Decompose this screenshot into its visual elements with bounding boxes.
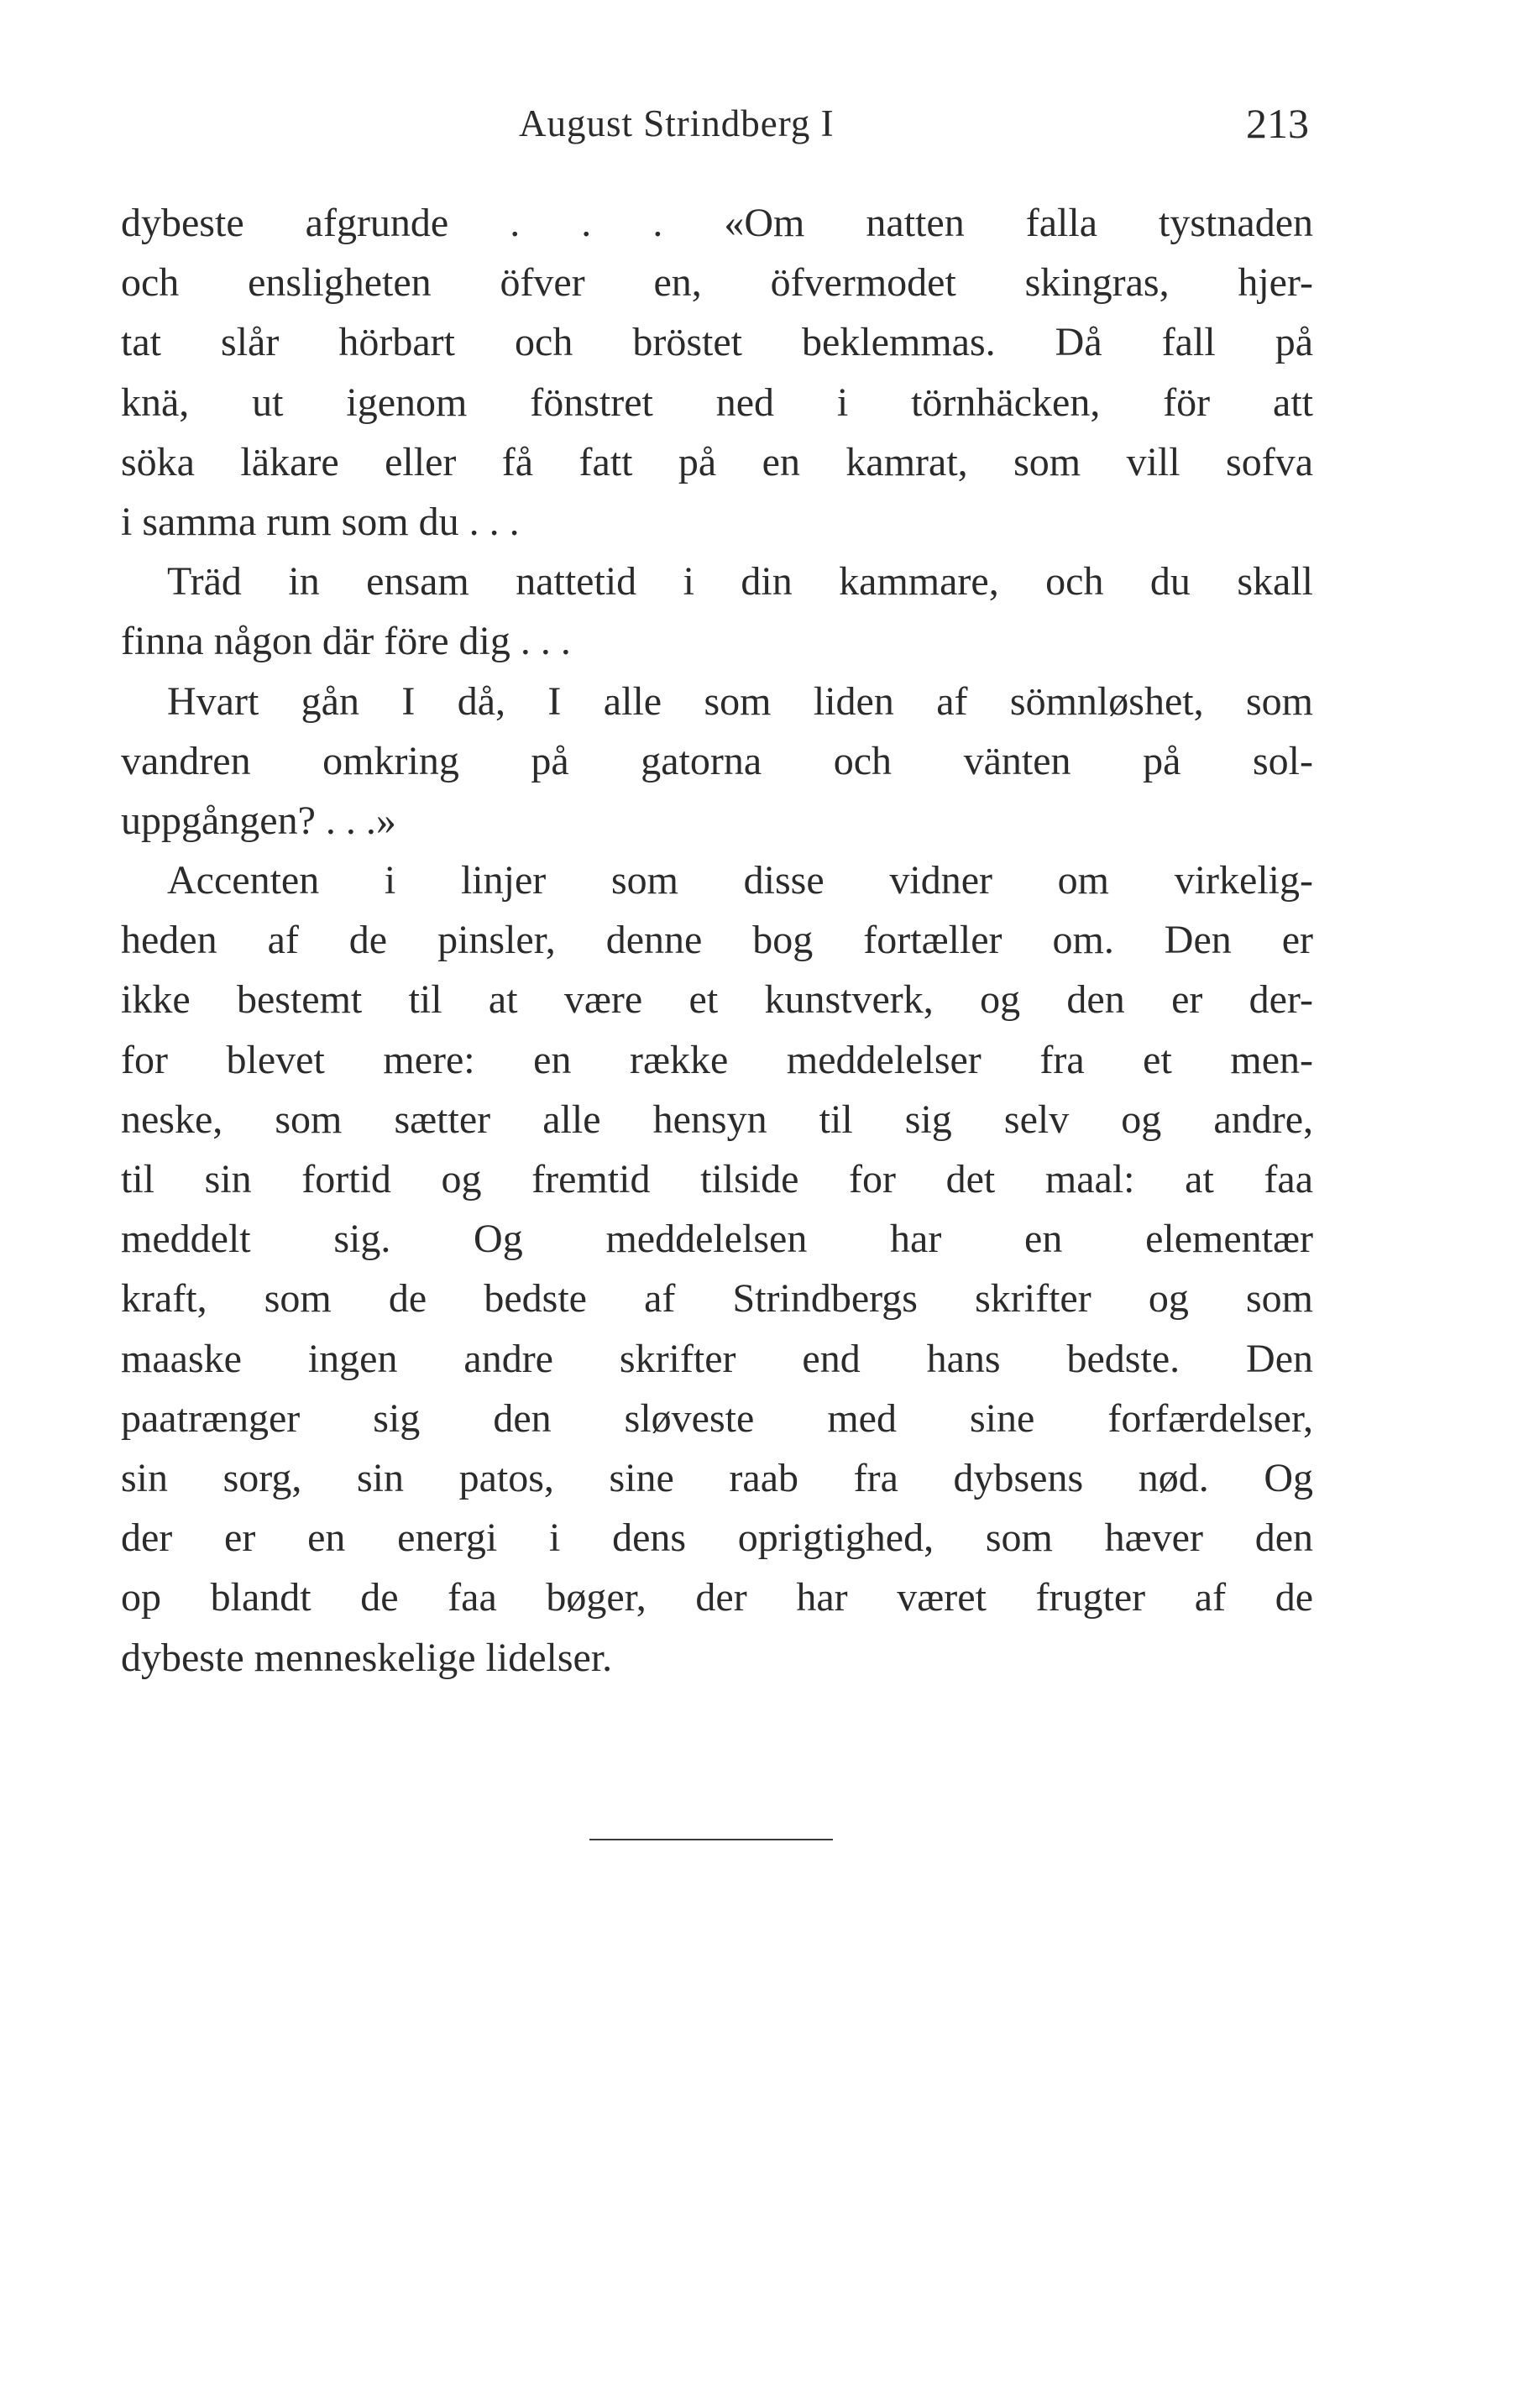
text-line: tat slår hörbart och bröstet beklemmas. Då fall på	[121, 320, 1313, 365]
text-line: kraft, som de bedste af Strindbergs skrifter og som	[121, 1276, 1313, 1322]
text-line: Träd in ensam nattetid i din kammare, och du skall	[167, 559, 1313, 605]
text-line: maaske ingen andre skrifter end hans bedste. Den	[121, 1336, 1313, 1381]
text-line: finna någon där före dig . . .	[121, 619, 571, 664]
body-text	[121, 193, 1313, 1688]
text-line: for blevet mere: en række meddelelser fra et men-	[121, 1037, 1313, 1082]
text-line: dybeste afgrunde . . . «Om natten falla tystnaden	[121, 201, 1313, 245]
section-divider	[589, 1839, 833, 1840]
running-title: August Strindberg I	[519, 102, 835, 144]
text-line: knä, ut igenom fönstret ned i törnhäcken, för att	[121, 380, 1313, 425]
text-line: Accenten i linjer som disse vidner om virkelig-	[167, 858, 1313, 903]
text-line: der er en energi i dens oprigtighed, som hæver den	[121, 1515, 1313, 1561]
page-number: 213	[1246, 100, 1309, 147]
text-line: söka läkare eller få fatt på en kamrat, som vill sofva	[121, 439, 1313, 484]
text-line: i samma rum som du . . .	[121, 499, 520, 544]
text-line: meddelt sig. Og meddelelsen har en elementær	[121, 1217, 1313, 1262]
text-line: op blandt de faa bøger, der har været frugter af de	[121, 1575, 1313, 1620]
text-line: neske, som sætter alle hensyn til sig selv og andre,	[121, 1097, 1313, 1142]
text-line: til sin fortid og fremtid tilside for det maal: at faa	[121, 1157, 1313, 1201]
text-line: dybeste menneskelige lidelser.	[121, 1635, 613, 1680]
running-head	[0, 94, 1539, 153]
text-line: och ensligheten öfver en, öfvermodet skingras, hjer-	[121, 260, 1313, 306]
text-line: heden af de pinsler, denne bog fortæller om. Den er	[121, 918, 1313, 963]
text-line: uppgången? . . .»	[121, 798, 396, 843]
text-line: Hvart gån I då, I alle som liden af sömnløshet, som	[167, 678, 1313, 724]
text-line: ikke bestemt til at være et kunstverk, og den er der-	[121, 977, 1313, 1023]
text-line: vandren omkring på gatorna och vänten på sol-	[121, 738, 1313, 783]
text-line: sin sorg, sin patos, sine raab fra dybsens nød. Og	[121, 1455, 1313, 1500]
text-line: paatrænger sig den sløveste med sine forfærdelser,	[121, 1395, 1313, 1441]
